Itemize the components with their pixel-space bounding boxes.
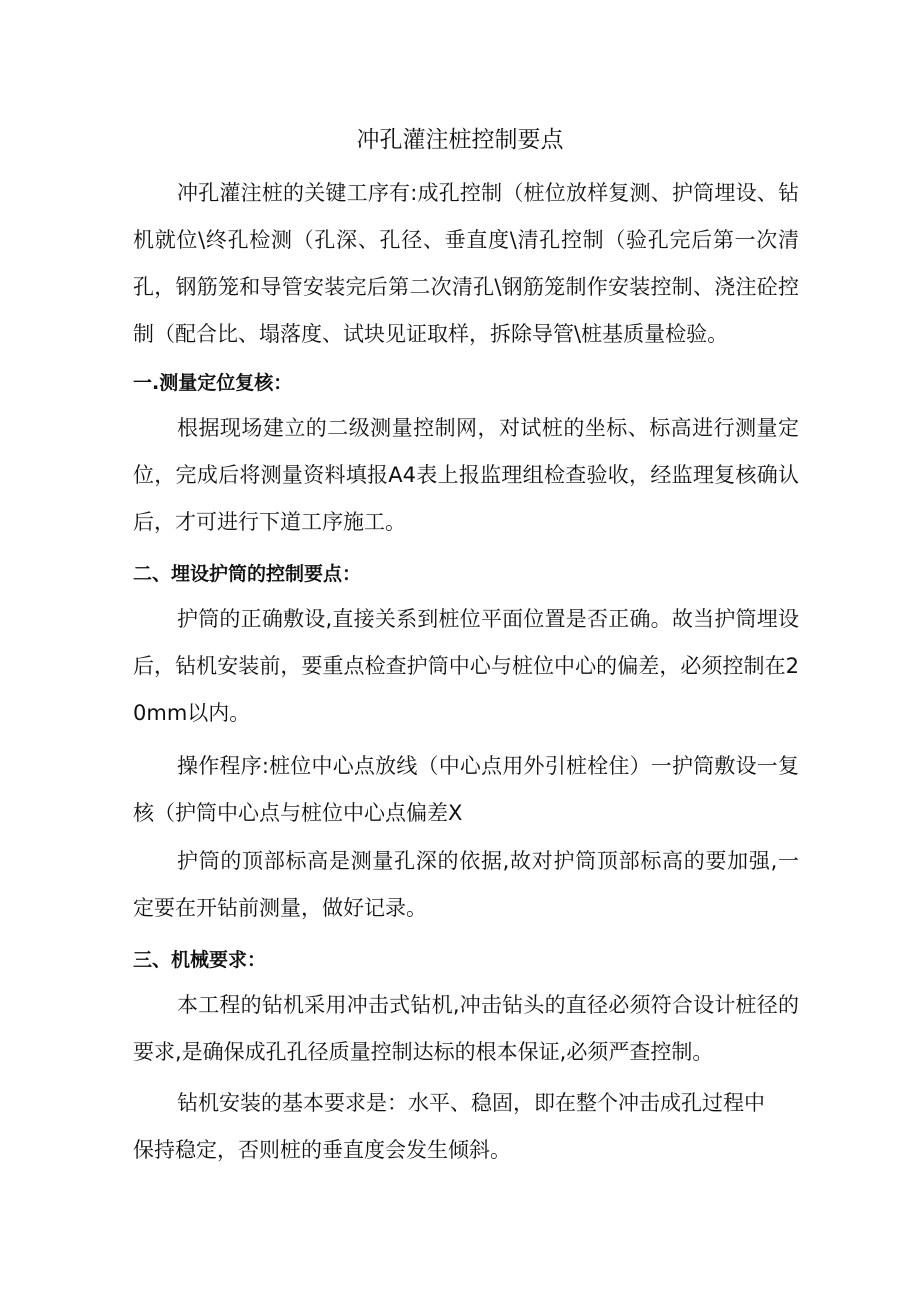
section-2-paragraph-2: 操作程序:桩位中心点放线（中心点用外引桩栓住）一护筒敷设一复核（护筒中心点与桩位中心点偏差X (133, 754, 799, 825)
section-3-paragraph-2-line-1: 钻机安装的基本要求是：水平、稳固，即在整个冲击成孔过程中 (177, 1091, 765, 1115)
document-title: 冲孔灌注桩控制要点 (356, 127, 564, 153)
section-3-paragraph-1: 本工程的钻机采用冲击式钻机,冲击钻头的直径必须符合设计桩径的要求,是确保成孔孔径质量控制达标的根本保证,必须严查控制。 (133, 993, 799, 1064)
intro-paragraph: 冲孔灌注桩的关键工序有:成孔控制（桩位放样复测、护筒埋设、钻机就位\终孔检测（孔深、孔径、垂直度\清孔控制（验孔完后第一次清孔，钢筋笼和导管安装完后第二次清孔\钢筋笼制作安装控制、浇注砼控制（配合比、塌落度、试块见证取样，拆除导管\桩基质量检验。 (133, 181, 799, 346)
section-1-paragraph: 根据现场建立的二级测量控制网，对试桩的坐标、标高进行测量定位，完成后将测量资料填报A4表上报监理组检查验收，经监理复核确认后，才可进行下道工序施工。 (133, 416, 799, 534)
section-1-heading: 一.测量定位复核： (133, 372, 293, 394)
section-2-heading: 二、埋设护筒的控制要点： (133, 563, 362, 585)
section-2-paragraph-1: 护筒的正确敷设,直接关系到桩位平面位置是否正确。故当护筒埋设后，钻机安装前，要重点检查护筒中心与桩位中心的偏差，必须控制在20mm以内。 (133, 607, 799, 725)
section-3-heading: 三、机械要求： (133, 949, 267, 971)
section-3-paragraph-2-line-2: 保持稳定，否则桩的垂直度会发生倾斜。 (133, 1138, 511, 1162)
section-3-paragraph-2 (133, 1080, 799, 1174)
section-2-paragraph-3: 护筒的顶部标高是测量孔深的依据,故对护筒顶部标高的要加强,一定要在开钻前测量，做好记录。 (133, 849, 799, 920)
